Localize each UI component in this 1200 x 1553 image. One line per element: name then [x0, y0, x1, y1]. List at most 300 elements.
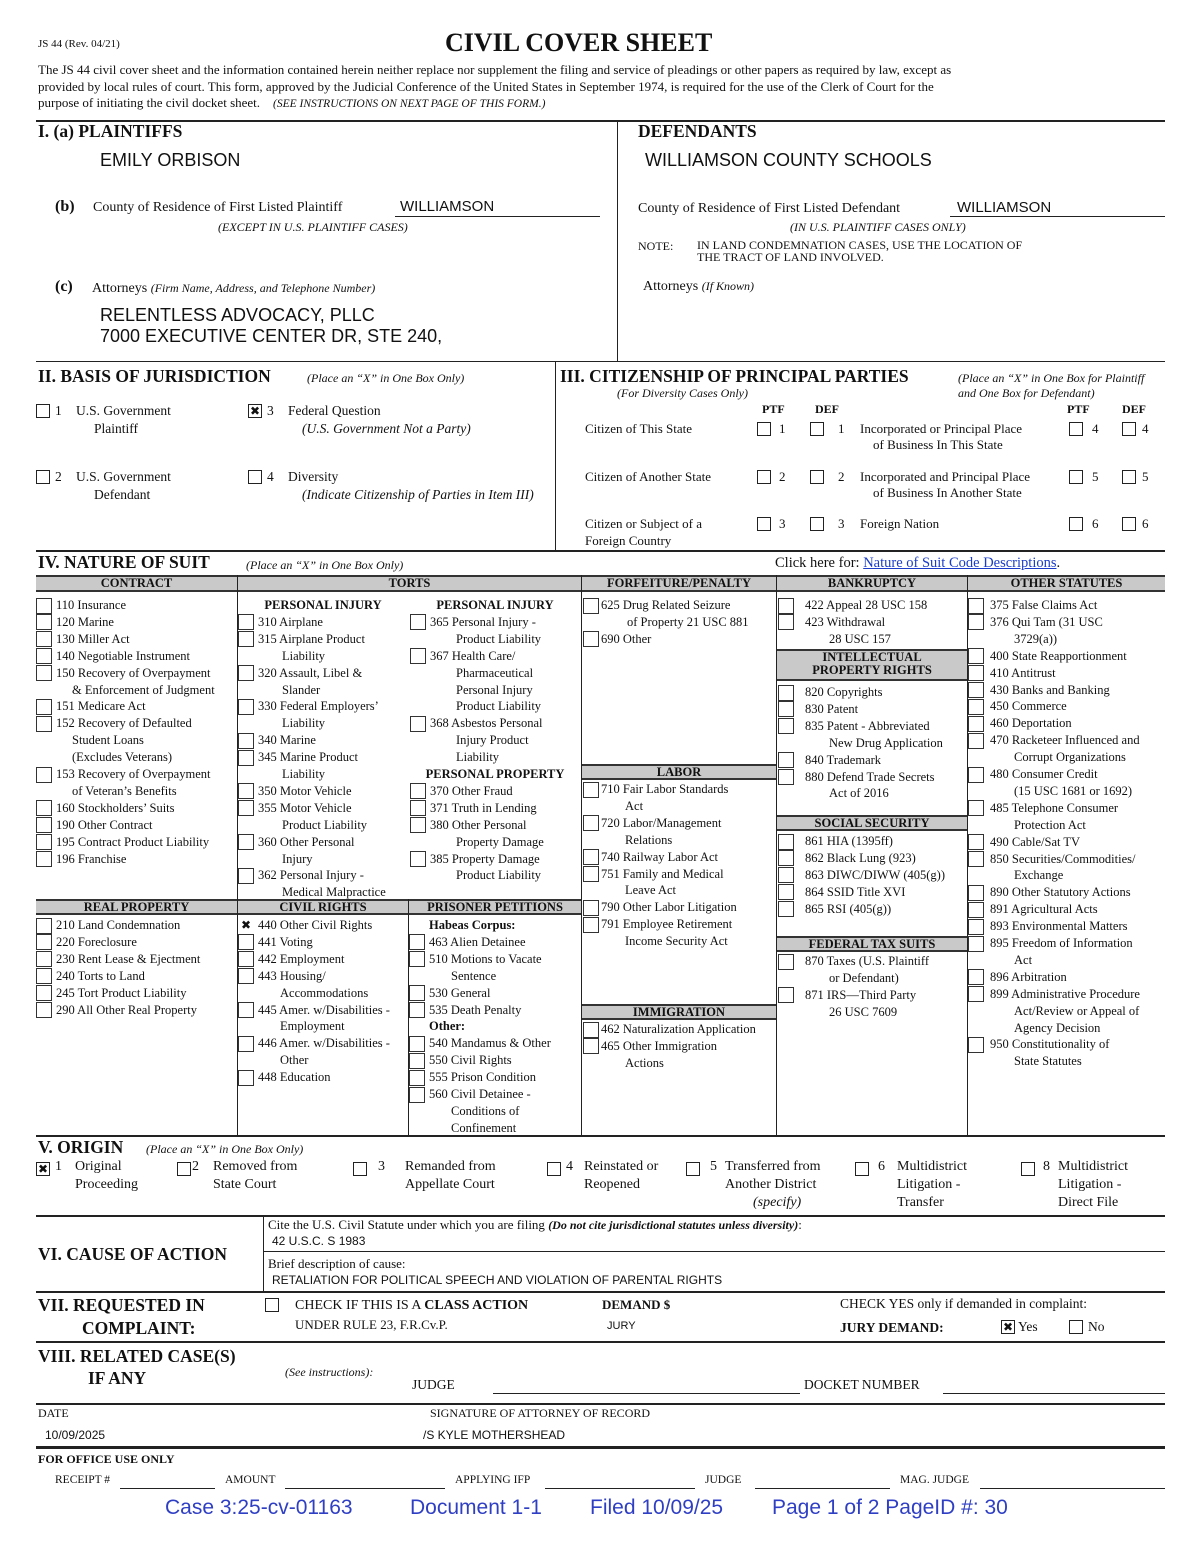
- nos-item-continuation: Medical Malpractice: [282, 885, 386, 900]
- nos-item-385: 385 Property Damage: [430, 851, 540, 866]
- def-6-checkbox[interactable]: [1122, 517, 1136, 531]
- nos-540-checkbox[interactable]: [409, 1036, 425, 1052]
- page-title: CIVIL COVER SHEET: [445, 28, 713, 57]
- nos-150-checkbox[interactable]: [36, 665, 52, 681]
- nos-110-checkbox[interactable]: [36, 598, 52, 614]
- demand-label: DEMAND $: [602, 1297, 671, 1312]
- nos-item-460: 460 Deportation: [990, 716, 1072, 731]
- nos-345-checkbox[interactable]: [238, 750, 254, 766]
- option-number: 4: [267, 469, 274, 484]
- nos-item-371: 371 Truth in Lending: [430, 800, 537, 815]
- ptf-5-checkbox[interactable]: [1069, 470, 1083, 484]
- divider: [36, 361, 1165, 362]
- nos-245-checkbox[interactable]: [36, 985, 52, 1001]
- nos-item-365: 365 Personal Injury -: [430, 614, 536, 629]
- nos-item-continuation: Actions: [625, 1055, 664, 1070]
- subheading: PERSONAL PROPERTY: [425, 767, 565, 781]
- defendant-county-label: County of Residence of First Listed Defendant: [638, 201, 901, 216]
- nos-item-450: 450 Commerce: [990, 699, 1067, 714]
- nos-item-340: 340 Marine: [258, 733, 316, 748]
- citizenship-label: Foreign Nation: [860, 516, 940, 531]
- ptf-3-checkbox[interactable]: [757, 517, 771, 531]
- nos-230-checkbox[interactable]: [36, 951, 52, 967]
- section-header-torts: TORTS: [238, 575, 581, 592]
- citizenship-label: Citizen of This State: [585, 421, 692, 436]
- nos-item-400: 400 State Reapportionment: [990, 648, 1127, 663]
- nos-item-continuation: New Drug Application: [829, 735, 943, 750]
- origin-instruction: (Place an “X” in One Box Only): [146, 1142, 304, 1156]
- origin-3-checkbox[interactable]: [353, 1162, 367, 1176]
- nos-190-checkbox[interactable]: [36, 817, 52, 833]
- statute-label: Cite the U.S. Civil Statute under which you are filing: [268, 1217, 545, 1232]
- def-2-checkbox[interactable]: [810, 470, 824, 484]
- nos-340-checkbox[interactable]: [238, 733, 254, 749]
- receipt-field: [120, 1488, 215, 1489]
- nos-442-checkbox[interactable]: [238, 951, 254, 967]
- nos-item-896: 896 Arbitration: [990, 969, 1067, 984]
- nos-item-530: 530 General: [429, 985, 491, 1000]
- nos-item-245: 245 Tort Product Liability: [56, 985, 187, 1000]
- nos-950-checkbox[interactable]: [968, 1037, 984, 1053]
- related-title: VIII. RELATED CASE(S): [38, 1346, 236, 1366]
- colon: :: [798, 1217, 802, 1232]
- citizenship-instruction: (Place an “X” in One Box for Plaintiff: [958, 371, 1145, 385]
- nos-item-422: 422 Appeal 28 USC 158: [805, 598, 928, 612]
- nos-item-720: 720 Labor/Management: [601, 815, 722, 830]
- nos-820-checkbox[interactable]: [778, 685, 794, 701]
- nos-item-290: 290 All Other Real Property: [56, 1002, 197, 1017]
- nos-item-423: 423 Withdrawal: [805, 614, 886, 629]
- nos-835-checkbox[interactable]: [778, 718, 794, 734]
- date-value[interactable]: 10/09/2025: [45, 1428, 106, 1442]
- nos-862-checkbox[interactable]: [778, 850, 794, 866]
- ptf-2-checkbox[interactable]: [757, 470, 771, 484]
- origin-label: Transferred from: [725, 1159, 821, 1174]
- nos-151-checkbox[interactable]: [36, 699, 52, 715]
- nos-355-checkbox[interactable]: [238, 800, 254, 816]
- divider: [617, 121, 618, 361]
- origin-number: 3: [378, 1159, 385, 1174]
- column-divider: [581, 575, 582, 1135]
- nos-item-continuation: Confinement: [451, 1120, 517, 1135]
- ifp-label: APPLYING IFP: [455, 1474, 531, 1486]
- option-sublabel: (U.S. Government Not a Party): [302, 421, 471, 436]
- nos-153-checkbox[interactable]: [36, 767, 52, 783]
- nos-550-checkbox[interactable]: [409, 1053, 425, 1069]
- nos-863-checkbox[interactable]: [778, 867, 794, 883]
- nos-item-continuation: Sentence: [451, 968, 497, 983]
- nos-item-continuation: 26 USC 7609: [829, 1004, 898, 1019]
- nos-item-690: 690 Other: [601, 631, 652, 646]
- nos-item-550: 550 Civil Rights: [429, 1053, 512, 1068]
- nos-290-checkbox[interactable]: [36, 1002, 52, 1018]
- requested-title: VII. REQUESTED IN: [38, 1295, 205, 1315]
- nos-850-checkbox[interactable]: [968, 851, 984, 867]
- nos-880-checkbox[interactable]: [778, 769, 794, 785]
- def-3-checkbox[interactable]: [810, 517, 824, 531]
- nos-item-continuation: Slander: [282, 682, 321, 697]
- nos-410-checkbox[interactable]: [968, 665, 984, 681]
- nature-of-suit-codes-link[interactable]: Nature of Suit Code Descriptions: [863, 555, 1057, 571]
- section-header-civil-rights: CIVIL RIGHTS: [238, 899, 408, 915]
- nos-840-checkbox[interactable]: [778, 752, 794, 768]
- section-header-prisoner: PRISONER PETITIONS: [409, 899, 581, 915]
- origin-6-checkbox[interactable]: [855, 1162, 869, 1176]
- def-number: 6: [1142, 516, 1149, 531]
- nos-865-checkbox[interactable]: [778, 901, 794, 917]
- nos-490-checkbox[interactable]: [968, 834, 984, 850]
- mag-judge-label: MAG. JUDGE: [900, 1474, 969, 1486]
- citizenship-label: Incorporated and Principal Place: [860, 469, 1031, 484]
- nos-555-checkbox[interactable]: [409, 1070, 425, 1086]
- origin-number: 1: [55, 1159, 62, 1174]
- nos-item-441: 441 Voting: [258, 934, 313, 949]
- field-underline: [395, 216, 600, 217]
- jurisdiction-title: II. BASIS OF JURISDICTION: [38, 366, 271, 386]
- nos-item-375: 375 False Claims Act: [990, 598, 1098, 612]
- nos-item-continuation: Liability: [282, 716, 326, 731]
- nos-item-continuation: Exchange: [1014, 868, 1064, 883]
- origin-number: 8: [1043, 1159, 1050, 1174]
- ptf-1-checkbox[interactable]: [757, 422, 771, 436]
- nos-130-checkbox[interactable]: [36, 631, 52, 647]
- nos-item-880: 880 Defend Trade Secrets: [805, 769, 935, 784]
- nos-893-checkbox[interactable]: [968, 919, 984, 935]
- nos-item-240: 240 Torts to Land: [56, 968, 145, 983]
- nos-item-510: 510 Motions to Vacate: [429, 951, 542, 966]
- origin-2-checkbox[interactable]: [177, 1162, 191, 1176]
- nos-365-checkbox[interactable]: [410, 614, 426, 630]
- nos-item-continuation: Injury: [282, 851, 313, 866]
- ptf-4-checkbox[interactable]: [1069, 422, 1083, 436]
- demand-value[interactable]: JURY: [607, 1320, 636, 1332]
- option-sublabel: Plaintiff: [94, 421, 139, 436]
- stamp-document: Document 1-1: [410, 1496, 542, 1519]
- defendant-county[interactable]: WILLIAMSON: [957, 199, 1052, 216]
- nos-899-checkbox[interactable]: [968, 986, 984, 1002]
- nos-370-checkbox[interactable]: [410, 783, 426, 799]
- nos-140-checkbox[interactable]: [36, 648, 52, 664]
- nos-item-continuation: 3729(a)): [1014, 631, 1058, 646]
- nos-445-checkbox[interactable]: [238, 1002, 254, 1018]
- nos-510-checkbox[interactable]: [409, 951, 425, 967]
- jury-demand-label: JURY DEMAND:: [840, 1320, 944, 1335]
- nos-791-checkbox[interactable]: [583, 917, 599, 933]
- section-header-social-security: SOCIAL SECURITY: [777, 815, 967, 831]
- nos-item-continuation: Liability: [456, 750, 500, 765]
- nos-item-continuation: Property Damage: [456, 834, 544, 849]
- nos-item-625: 625 Drug Related Seizure: [601, 598, 731, 612]
- nos-790-checkbox[interactable]: [583, 900, 599, 916]
- nos-item-463: 463 Alien Detainee: [429, 934, 526, 949]
- nos-item-110: 110 Insurance: [56, 598, 126, 612]
- nos-195-checkbox[interactable]: [36, 834, 52, 850]
- nos-422-checkbox[interactable]: [778, 598, 794, 614]
- nos-item-151: 151 Medicare Act: [56, 699, 146, 714]
- nature-of-suit-title: IV. NATURE OF SUIT: [38, 552, 210, 572]
- nos-362-checkbox[interactable]: [238, 868, 254, 884]
- related-hint: (See instructions):: [285, 1365, 374, 1379]
- nos-196-checkbox[interactable]: [36, 851, 52, 867]
- nature-of-suit-instruction: (Place an “X” in One Box Only): [246, 558, 404, 572]
- nos-423-checkbox[interactable]: [778, 614, 794, 630]
- nos-871-checkbox[interactable]: [778, 987, 794, 1003]
- nos-315-checkbox[interactable]: [238, 631, 254, 647]
- date-label: DATE: [38, 1406, 69, 1420]
- origin-label: Appellate Court: [405, 1177, 495, 1192]
- nos-item-130: 130 Miller Act: [56, 631, 130, 646]
- docket-number-field[interactable]: [943, 1393, 1165, 1394]
- nos-465-checkbox[interactable]: [583, 1038, 599, 1054]
- nos-480-checkbox[interactable]: [968, 767, 984, 783]
- nos-item-190: 190 Other Contract: [56, 817, 153, 832]
- nos-367-checkbox[interactable]: [410, 648, 426, 664]
- nos-720-checkbox[interactable]: [583, 815, 599, 831]
- amount-field: [285, 1488, 445, 1489]
- def-1-checkbox[interactable]: [810, 422, 824, 436]
- nos-item-535: 535 Death Penalty: [429, 1002, 522, 1017]
- stamp-page: Page 1 of 2 PageID #: 30: [772, 1496, 1008, 1519]
- nos-item-continuation: Student Loans: [72, 733, 144, 748]
- ptf-6-checkbox[interactable]: [1069, 517, 1083, 531]
- jurisdiction-option-4-checkbox[interactable]: [248, 470, 262, 484]
- nos-240-checkbox[interactable]: [36, 968, 52, 984]
- def-4-checkbox[interactable]: [1122, 422, 1136, 436]
- intro-line: The JS 44 civil cover sheet and the information contained herein neither replace nor supplement the filing and service of pleadings or other papers as required by law, except as: [38, 62, 952, 77]
- nos-710-checkbox[interactable]: [583, 782, 599, 798]
- nos-350-checkbox[interactable]: [238, 783, 254, 799]
- plaintiff-county[interactable]: WILLIAMSON: [400, 198, 495, 215]
- subheading: PERSONAL INJURY: [264, 598, 382, 612]
- nos-item-continuation: State Statutes: [1014, 1054, 1082, 1069]
- origin-4-checkbox[interactable]: [547, 1162, 561, 1176]
- option-sublabel: (Indicate Citizenship of Parties in Item III): [302, 487, 534, 502]
- divider: [263, 1215, 264, 1292]
- jury-no-checkbox[interactable]: [1069, 1320, 1083, 1334]
- nos-375-checkbox[interactable]: [968, 598, 984, 614]
- divider: [36, 1291, 1165, 1293]
- judge-field[interactable]: [493, 1393, 800, 1394]
- nos-120-checkbox[interactable]: [36, 614, 52, 630]
- attorney-line[interactable]: RELENTLESS ADVOCACY, PLLC: [100, 305, 375, 325]
- nos-895-checkbox[interactable]: [968, 936, 984, 952]
- nos-item-152: 152 Recovery of Defaulted: [56, 716, 192, 731]
- nos-item-835: 835 Patent - Abbreviated: [805, 718, 930, 733]
- nos-item-440: 440 Other Civil Rights: [258, 918, 373, 932]
- nos-376-checkbox[interactable]: [968, 614, 984, 630]
- related-judge-label: JUDGE: [412, 1377, 455, 1392]
- nos-item-442: 442 Employment: [258, 951, 345, 966]
- nos-368-checkbox[interactable]: [410, 716, 426, 732]
- nos-891-checkbox[interactable]: [968, 902, 984, 918]
- nos-310-checkbox[interactable]: [238, 614, 254, 630]
- amount-label: AMOUNT: [225, 1474, 276, 1486]
- nos-446-checkbox[interactable]: [238, 1036, 254, 1052]
- nos-item-330: 330 Federal Employers’: [258, 699, 379, 714]
- nos-870-checkbox[interactable]: [778, 954, 794, 970]
- nos-890-checkbox[interactable]: [968, 885, 984, 901]
- section-header-federal-tax: FEDERAL TAX SUITS: [777, 936, 967, 952]
- nos-160-checkbox[interactable]: [36, 800, 52, 816]
- nos-530-checkbox[interactable]: [409, 985, 425, 1001]
- nos-861-checkbox[interactable]: [778, 834, 794, 850]
- nos-751-checkbox[interactable]: [583, 866, 599, 882]
- divider: [36, 120, 1165, 122]
- nos-371-checkbox[interactable]: [410, 800, 426, 816]
- origin-5-checkbox[interactable]: [686, 1162, 700, 1176]
- subheading: Other:: [429, 1019, 466, 1034]
- nos-item-120: 120 Marine: [56, 614, 114, 629]
- brief-value[interactable]: RETALIATION FOR POLITICAL SPEECH AND VIOLATION OF PARENTAL RIGHTS: [272, 1273, 723, 1287]
- nos-item-380: 380 Other Personal: [430, 817, 527, 832]
- nos-740-checkbox[interactable]: [583, 849, 599, 865]
- nos-220-checkbox[interactable]: [36, 934, 52, 950]
- nos-item-continuation: & Enforcement of Judgment: [72, 682, 215, 697]
- note-label: NOTE:: [638, 239, 674, 253]
- origin-label: Original: [75, 1159, 122, 1174]
- nos-560-checkbox[interactable]: [409, 1087, 425, 1103]
- nos-440-checkbox[interactable]: ✖: [238, 918, 254, 934]
- nos-443-checkbox[interactable]: [238, 968, 254, 984]
- nos-535-checkbox[interactable]: [409, 1002, 425, 1018]
- nos-item-448: 448 Education: [258, 1070, 331, 1085]
- nos-item-continuation: Product Liability: [456, 631, 542, 646]
- class-action-checkbox[interactable]: [265, 1298, 279, 1312]
- nos-320-checkbox[interactable]: [238, 665, 254, 681]
- nos-400-checkbox[interactable]: [968, 648, 984, 664]
- nos-360-checkbox[interactable]: [238, 834, 254, 850]
- nos-690-checkbox[interactable]: [583, 631, 599, 647]
- nos-item-195: 195 Contract Product Liability: [56, 834, 210, 849]
- origin-label: Direct File: [1058, 1195, 1119, 1210]
- divider: [36, 1403, 1165, 1405]
- nos-625-checkbox[interactable]: [583, 598, 599, 614]
- section-header-immigration: IMMIGRATION: [582, 1004, 776, 1020]
- nos-380-checkbox[interactable]: [410, 817, 426, 833]
- nos-430-checkbox[interactable]: [968, 682, 984, 698]
- field-underline: [950, 216, 1165, 217]
- nos-item-410: 410 Antitrust: [990, 665, 1056, 680]
- section-header-contract: CONTRACT: [36, 575, 237, 592]
- check-yes-note: CHECK YES only if demanded in complaint:: [840, 1296, 1087, 1311]
- nos-385-checkbox[interactable]: [410, 851, 426, 867]
- nos-item-362: 362 Personal Injury -: [258, 868, 364, 883]
- nos-item-150: 150 Recovery of Overpayment: [56, 665, 211, 680]
- nos-item-continuation: Employment: [280, 1019, 345, 1034]
- origin-label: Transfer: [897, 1195, 944, 1210]
- option-label: U.S. Government: [76, 403, 171, 418]
- nos-485-checkbox[interactable]: [968, 800, 984, 816]
- nos-item-370: 370 Other Fraud: [430, 783, 513, 798]
- nos-item-485: 485 Telephone Consumer: [990, 800, 1119, 815]
- ptf-number: 5: [1092, 469, 1099, 484]
- def-number: 4: [1142, 421, 1149, 436]
- origin-8-checkbox[interactable]: [1021, 1162, 1035, 1176]
- origin-label: Removed from: [213, 1159, 298, 1174]
- origin-label: Multidistrict: [897, 1159, 967, 1174]
- plaintiff-name[interactable]: EMILY ORBISON: [100, 150, 241, 170]
- nos-item-continuation: Act/Review or Appeal of: [1014, 1003, 1140, 1018]
- nos-152-checkbox[interactable]: [36, 716, 52, 732]
- nos-210-checkbox[interactable]: [36, 918, 52, 934]
- def-number: 5: [1142, 469, 1149, 484]
- nos-864-checkbox[interactable]: [778, 884, 794, 900]
- nos-448-checkbox[interactable]: [238, 1070, 254, 1086]
- nos-item-950: 950 Constitutionality of: [990, 1037, 1110, 1052]
- origin-1-checkbox[interactable]: ✖: [37, 1162, 49, 1176]
- nos-item-376: 376 Qui Tam (31 USC: [990, 614, 1103, 629]
- citizenship-label: Citizen of Another State: [585, 469, 712, 484]
- def-attorneys-hint: (If Known): [701, 279, 755, 293]
- nos-item-560: 560 Civil Detainee -: [429, 1087, 531, 1101]
- divider: [36, 1135, 1165, 1137]
- nos-item-865: 865 RSI (405(g)): [805, 901, 892, 916]
- nos-330-checkbox[interactable]: [238, 699, 254, 715]
- nos-item-480: 480 Consumer Credit: [990, 767, 1098, 781]
- nos-item-160: 160 Stockholders’ Suits: [56, 800, 175, 815]
- ptf-number: 4: [1092, 421, 1099, 436]
- subheading: PERSONAL INJURY: [436, 598, 554, 612]
- nos-item-740: 740 Railway Labor Act: [601, 849, 718, 864]
- origin-label: Reopened: [584, 1177, 640, 1192]
- jurisdiction-option-2-checkbox[interactable]: [36, 470, 50, 484]
- nos-896-checkbox[interactable]: [968, 969, 984, 985]
- plaintiff-county-label: County of Residence of First Listed Plaintiff: [93, 200, 343, 215]
- signature-label: SIGNATURE OF ATTORNEY OF RECORD: [430, 1406, 651, 1420]
- nos-item-830: 830 Patent: [805, 701, 859, 716]
- jurisdiction-option-1-checkbox[interactable]: [36, 404, 50, 418]
- note-line: THE TRACT OF LAND INVOLVED.: [697, 250, 884, 264]
- def-header: DEF: [815, 402, 839, 416]
- option-label: U.S. Government: [76, 469, 171, 484]
- nos-item-751: 751 Family and Medical: [601, 866, 724, 881]
- nos-item-871: 871 IRS—Third Party: [805, 987, 917, 1002]
- jury-yes-checkbox[interactable]: ✖: [1002, 1320, 1014, 1334]
- nos-463-checkbox[interactable]: [409, 934, 425, 950]
- nos-item-870: 870 Taxes (U.S. Plaintiff: [805, 954, 930, 968]
- nos-460-checkbox[interactable]: [968, 716, 984, 732]
- nos-item-850: 850 Securities/Commodities/: [990, 851, 1136, 866]
- nos-450-checkbox[interactable]: [968, 699, 984, 715]
- origin-label: Another District: [725, 1177, 817, 1192]
- origin-title: V. ORIGIN: [38, 1137, 124, 1157]
- nos-item-430: 430 Banks and Banking: [990, 682, 1110, 697]
- nos-470-checkbox[interactable]: [968, 733, 984, 749]
- plaintiffs-label: I. (a) PLAINTIFFS: [38, 121, 183, 141]
- nos-item-862: 862 Black Lung (923): [805, 850, 916, 865]
- docket-number-label: DOCKET NUMBER: [804, 1377, 920, 1392]
- nos-830-checkbox[interactable]: [778, 701, 794, 717]
- receipt-label: RECEIPT #: [55, 1474, 111, 1486]
- nos-item-465: 465 Other Immigration: [601, 1038, 717, 1053]
- defendant-name[interactable]: WILLIAMSON COUNTY SCHOOLS: [645, 150, 932, 170]
- nos-441-checkbox[interactable]: [238, 934, 254, 950]
- plaintiff-county-note: (EXCEPT IN U.S. PLAINTIFF CASES): [218, 220, 408, 234]
- jury-no-label: No: [1088, 1319, 1105, 1334]
- origin-number: 2: [192, 1159, 199, 1174]
- origin-label: Remanded from: [405, 1159, 496, 1174]
- jurisdiction-option-3-checkbox[interactable]: ✖: [249, 404, 261, 418]
- statute-value[interactable]: 42 U.S.C. S 1983: [272, 1234, 366, 1248]
- nos-462-checkbox[interactable]: [583, 1022, 599, 1038]
- def-5-checkbox[interactable]: [1122, 470, 1136, 484]
- nos-item-315: 315 Airplane Product: [258, 631, 365, 646]
- attorneys-label: Attorneys: [92, 281, 148, 296]
- attorney-line[interactable]: 7000 EXECUTIVE CENTER DR, STE 240,: [100, 326, 443, 346]
- signature-value[interactable]: /S KYLE MOTHERSHEAD: [423, 1428, 566, 1442]
- intro-line: purpose of initiating the civil docket sheet.: [38, 95, 261, 110]
- attorneys-hint: (Firm Name, Address, and Telephone Number): [150, 281, 376, 295]
